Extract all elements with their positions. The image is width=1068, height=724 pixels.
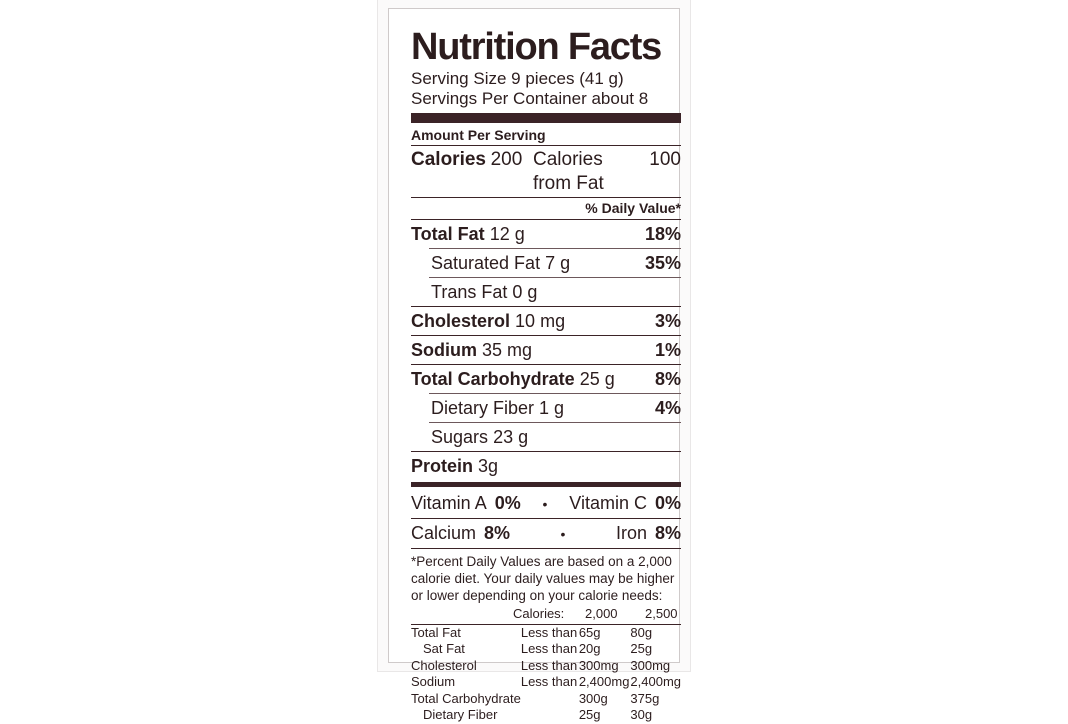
nutrient-name: Cholesterol bbox=[411, 311, 511, 331]
dv-row-2000: 2,400mg bbox=[578, 674, 630, 689]
dv-row-less: Less than bbox=[520, 657, 578, 673]
dv-row-2000: 300g bbox=[578, 690, 608, 706]
calcium-label: Calcium bbox=[411, 523, 477, 543]
nutrient-name: Trans Fat bbox=[431, 282, 508, 302]
dv-row-2500: 300mg bbox=[630, 657, 671, 673]
dv-row-2000: 25g bbox=[578, 707, 601, 722]
nutrient-row-protein bbox=[411, 452, 681, 480]
mineral-separator-dot: • bbox=[560, 526, 566, 542]
vitamin-c-value: 0% bbox=[654, 493, 681, 513]
daily-values-table-body bbox=[411, 625, 681, 724]
vitamin-c-label: Vitamin C bbox=[569, 493, 647, 513]
nutrient-dv: 1% bbox=[654, 340, 681, 360]
iron-value: 8% bbox=[654, 523, 681, 543]
nutrient-amount: 7 g bbox=[545, 253, 571, 273]
nutrient-amount: 12 g bbox=[489, 224, 525, 244]
dv-table-col-2000: 2,000 bbox=[585, 606, 618, 621]
dv-row-name: Sat Fat bbox=[423, 641, 465, 656]
nutrient-amount: 25 g bbox=[579, 369, 615, 389]
dv-row-less bbox=[521, 707, 579, 724]
nutrient-amount: 0 g bbox=[512, 282, 538, 302]
vitamin-row-2 bbox=[411, 519, 681, 548]
nutrient-row-trans-fat bbox=[411, 278, 681, 306]
nutrient-dv: 35% bbox=[644, 253, 681, 273]
vitamin-separator-dot: • bbox=[542, 496, 548, 512]
dv-row-2500: 375g bbox=[630, 690, 660, 706]
nutrient-amount: 10 mg bbox=[515, 311, 566, 331]
dv-table-corner bbox=[411, 606, 513, 624]
dv-row-less: Less than bbox=[520, 641, 578, 656]
nutrient-dv: 3% bbox=[654, 311, 681, 331]
dv-row-2000: 300mg bbox=[578, 657, 619, 673]
dv-row-name: Dietary Fiber bbox=[423, 707, 498, 722]
calories-from-fat-label: Calories from Fat bbox=[533, 149, 604, 194]
table-row bbox=[411, 658, 681, 675]
table-row bbox=[411, 691, 681, 708]
daily-value-header: % Daily Value* bbox=[585, 200, 681, 216]
dv-table-calories-label: Calories: bbox=[513, 606, 565, 621]
dv-row-name: Total Carbohydrate bbox=[411, 690, 521, 706]
dv-row-2500: 2,400mg bbox=[630, 674, 681, 689]
dv-row-2000: 20g bbox=[578, 641, 601, 656]
dv-row-name: Cholesterol bbox=[411, 657, 477, 673]
nutrient-row-saturated-fat bbox=[411, 249, 681, 277]
dv-row-2500: 80g bbox=[630, 624, 653, 640]
nutrient-amount: 3g bbox=[478, 456, 499, 476]
dv-table-col-2500: 2,500 bbox=[645, 606, 678, 621]
page-title: Nutrition Facts bbox=[411, 26, 662, 68]
nutrient-amount: 23 g bbox=[493, 427, 529, 447]
serving-size: Serving Size 9 pieces (41 g) bbox=[411, 69, 624, 88]
nutrient-row-total-fat bbox=[411, 220, 681, 248]
table-header-row bbox=[411, 606, 681, 624]
nutrient-dv: 8% bbox=[654, 369, 681, 389]
nutrient-row-dietary-fiber bbox=[411, 394, 681, 422]
dv-row-2000: 65g bbox=[578, 624, 601, 640]
iron-label: Iron bbox=[615, 523, 647, 543]
nutrient-amount: 35 mg bbox=[482, 340, 533, 360]
nutrient-name: Protein bbox=[411, 456, 474, 476]
daily-values-table bbox=[411, 606, 681, 624]
nutrient-row-sugars bbox=[411, 423, 681, 451]
dv-row-name: Total Fat bbox=[411, 624, 461, 640]
daily-value-footnote: *Percent Daily Values are based on a 2,000 calorie diet. Your daily values may be higher or lower depending on your calorie needs: bbox=[411, 554, 675, 603]
nutrient-row-total-carbohydrate bbox=[411, 365, 681, 393]
nutrient-amount: 1 g bbox=[539, 398, 565, 418]
nutrient-row-cholesterol bbox=[411, 307, 681, 335]
vitamin-a-value: 0% bbox=[494, 493, 521, 513]
nutrient-name: Total Fat bbox=[411, 224, 485, 244]
table-row bbox=[411, 707, 681, 724]
vitamin-a-label: Vitamin A bbox=[411, 493, 487, 513]
table-row bbox=[411, 674, 681, 691]
nutrient-name: Dietary Fiber bbox=[431, 398, 535, 418]
package-panel bbox=[378, 0, 690, 722]
nutrient-name: Sugars bbox=[431, 427, 489, 447]
table-row bbox=[411, 641, 681, 658]
vitamin-row-1 bbox=[411, 489, 681, 518]
dv-row-2500: 25g bbox=[630, 641, 653, 656]
dv-row-less bbox=[521, 691, 579, 708]
dv-row-less: Less than bbox=[520, 624, 578, 640]
nutrient-dv: 4% bbox=[654, 398, 681, 418]
servings-per-container: Servings Per Container about 8 bbox=[411, 89, 649, 108]
calories-value: 200 bbox=[490, 149, 523, 170]
table-row bbox=[411, 625, 681, 642]
nutrient-row-sodium bbox=[411, 336, 681, 364]
nutrition-facts-label bbox=[388, 8, 681, 722]
calories-from-fat-value: 100 bbox=[649, 149, 681, 170]
nutrient-name: Saturated Fat bbox=[431, 253, 541, 273]
dv-row-2500: 30g bbox=[630, 707, 653, 722]
nutrient-name: Sodium bbox=[411, 340, 477, 360]
label-content bbox=[411, 27, 681, 724]
calcium-value: 8% bbox=[484, 523, 511, 543]
divider-thick-top bbox=[411, 113, 681, 123]
dv-row-less: Less than bbox=[520, 674, 578, 689]
amount-per-serving: Amount Per Serving bbox=[411, 127, 546, 143]
calories-row bbox=[411, 146, 681, 197]
divider-medium bbox=[411, 482, 681, 487]
calories-label: Calories bbox=[411, 149, 486, 170]
nutrient-dv: 18% bbox=[644, 224, 681, 244]
dv-row-name: Sodium bbox=[411, 674, 456, 689]
nutrient-name: Total Carbohydrate bbox=[411, 369, 575, 389]
